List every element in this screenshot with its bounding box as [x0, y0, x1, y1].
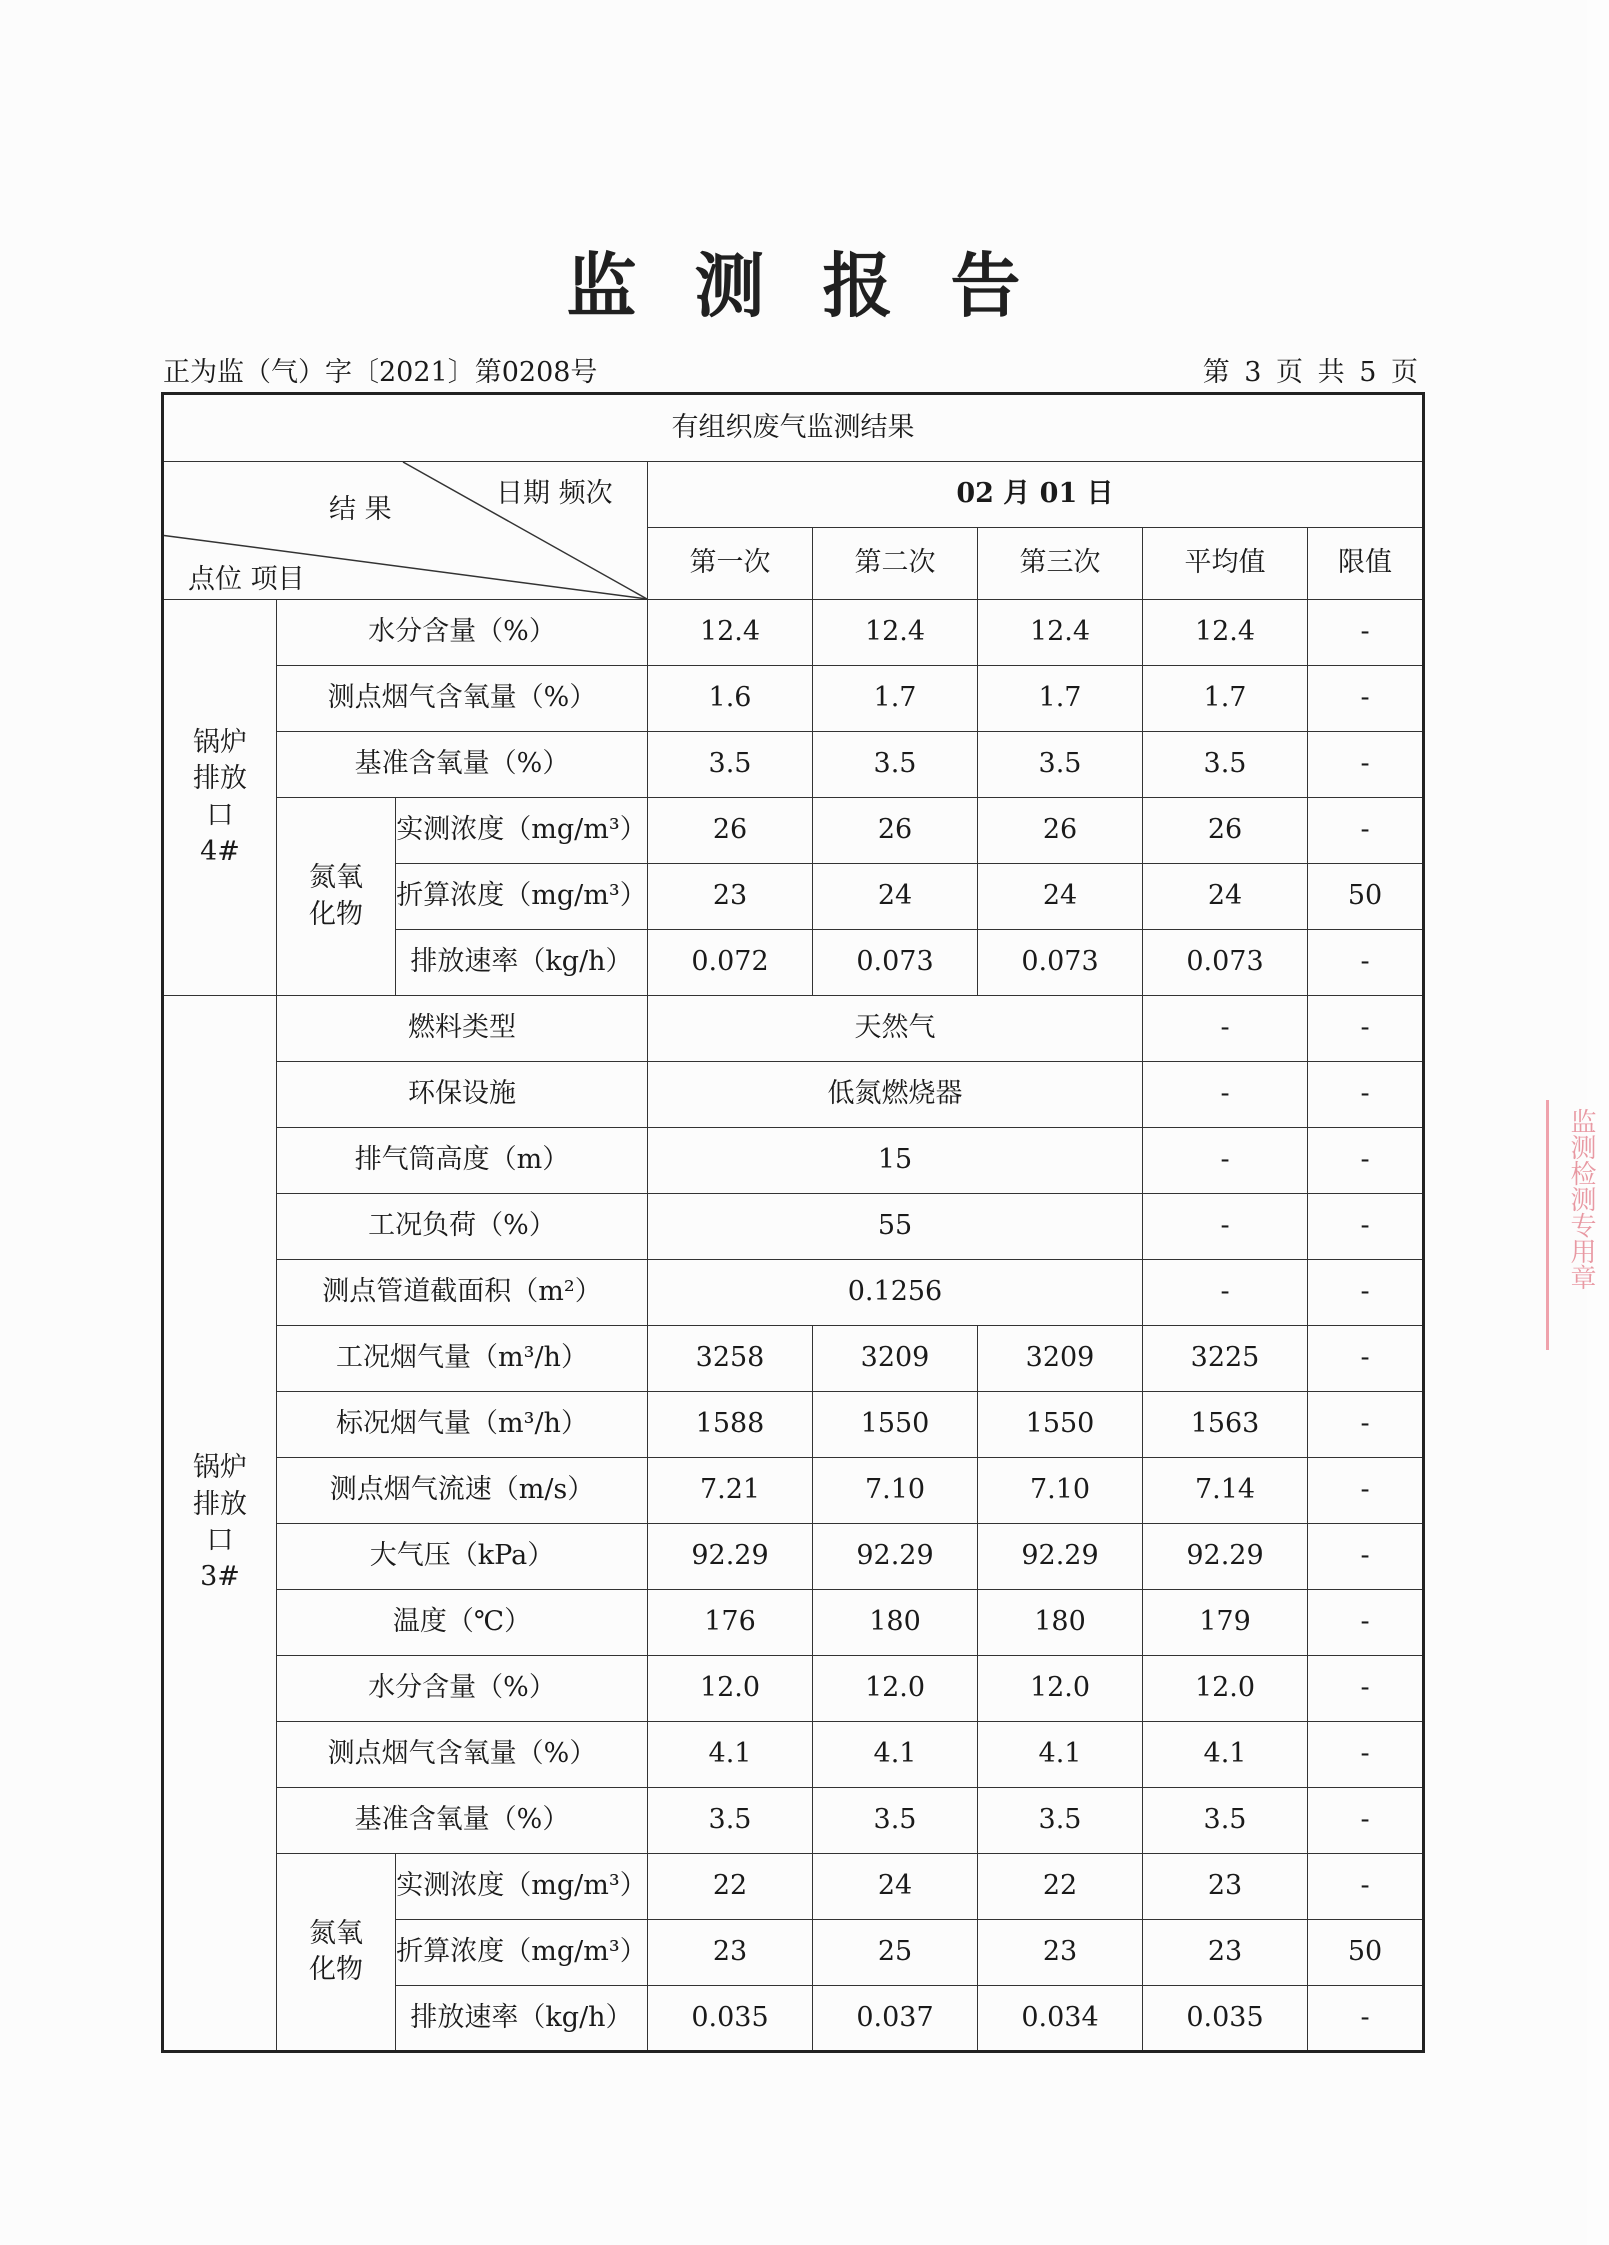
table-row [163, 1722, 1424, 1788]
cell: 22 [978, 1854, 1143, 1920]
cell: 23 [648, 864, 813, 930]
row-label: 水分含量（%） [277, 600, 648, 666]
cell: - [1308, 666, 1424, 732]
table-row [163, 1260, 1424, 1326]
table-row [163, 1458, 1424, 1524]
cell: 1550 [813, 1392, 978, 1458]
row-label: 测点管道截面积（m²） [277, 1260, 648, 1326]
table-row [163, 996, 1424, 1062]
corner-result-label: 结 果 [329, 494, 392, 525]
cell: 12.0 [648, 1656, 813, 1722]
cell: 3.5 [648, 732, 813, 798]
cell: 1588 [648, 1392, 813, 1458]
row-label: 实测浓度（mg/m³） [396, 1854, 648, 1920]
cell: 3209 [978, 1326, 1143, 1392]
row-label: 温度（℃） [277, 1590, 648, 1656]
cell: 3225 [1143, 1326, 1308, 1392]
table-row [163, 1128, 1424, 1194]
date-header: 02 月 01 日 [648, 462, 1424, 528]
cell: 1.7 [1143, 666, 1308, 732]
cell: 12.0 [813, 1656, 978, 1722]
table-row [163, 1326, 1424, 1392]
cell: 3209 [813, 1326, 978, 1392]
corner-header [163, 462, 648, 600]
results-table [161, 392, 1425, 2053]
cell: 92.29 [1143, 1524, 1308, 1590]
table-row [163, 1062, 1424, 1128]
row-label: 工况负荷（%） [277, 1194, 648, 1260]
cell: 0.073 [813, 930, 978, 996]
row-label: 标况烟气量（m³/h） [277, 1392, 648, 1458]
cell: - [1143, 1194, 1308, 1260]
cell: 25 [813, 1920, 978, 1986]
row-label: 燃料类型 [277, 996, 648, 1062]
cell: - [1308, 1656, 1424, 1722]
cell: - [1308, 732, 1424, 798]
cell: 180 [978, 1590, 1143, 1656]
report-title: 监测报告 [566, 245, 1079, 327]
cell: 92.29 [978, 1524, 1143, 1590]
cell: 24 [1143, 864, 1308, 930]
cell: 7.10 [978, 1458, 1143, 1524]
cell: - [1308, 996, 1424, 1062]
table-row [163, 798, 1424, 864]
seal-stamp [1546, 1100, 1609, 1350]
cell: - [1308, 1986, 1424, 2052]
row-label: 水分含量（%） [277, 1656, 648, 1722]
table-row [163, 1194, 1424, 1260]
cell: 4.1 [978, 1722, 1143, 1788]
table-row [163, 600, 1424, 666]
corner-site-label: 点位 项目 [188, 564, 305, 595]
cell: 3.5 [1143, 1788, 1308, 1854]
row-label: 测点烟气含氧量（%） [277, 666, 648, 732]
cell: 92.29 [648, 1524, 813, 1590]
cell: 4.1 [648, 1722, 813, 1788]
cell: 3.5 [1143, 732, 1308, 798]
cell: - [1308, 1590, 1424, 1656]
cell: 1550 [978, 1392, 1143, 1458]
cell: - [1308, 930, 1424, 996]
cell: - [1308, 1260, 1424, 1326]
merged-cell: 低氮燃烧器 [648, 1062, 1143, 1128]
row-label: 环保设施 [277, 1062, 648, 1128]
cell: 0.073 [978, 930, 1143, 996]
cell: 0.035 [648, 1986, 813, 2052]
cell: 0.073 [1143, 930, 1308, 996]
cell: 12.4 [1143, 600, 1308, 666]
nox-group-label: 氮氧化物 [277, 798, 396, 996]
cell: 26 [813, 798, 978, 864]
table-row [163, 1854, 1424, 1920]
cell: 0.035 [1143, 1986, 1308, 2052]
cell: 3.5 [978, 732, 1143, 798]
cell: 4.1 [1143, 1722, 1308, 1788]
cell: 3.5 [978, 1788, 1143, 1854]
cell: 3258 [648, 1326, 813, 1392]
col-third: 第三次 [978, 528, 1143, 600]
cell: 1.7 [813, 666, 978, 732]
col-second: 第二次 [813, 528, 978, 600]
row-label: 实测浓度（mg/m³） [396, 798, 648, 864]
table-row [163, 1392, 1424, 1458]
row-label: 大气压（kPa） [277, 1524, 648, 1590]
row-label: 工况烟气量（m³/h） [277, 1326, 648, 1392]
cell: 7.21 [648, 1458, 813, 1524]
row-label: 折算浓度（mg/m³） [396, 864, 648, 930]
cell: 176 [648, 1590, 813, 1656]
cell: - [1308, 1524, 1424, 1590]
row-label: 排气筒高度（m） [277, 1128, 648, 1194]
corner-date-label: 日期 频次 [496, 478, 613, 509]
col-first: 第一次 [648, 528, 813, 600]
site-4-name: 锅炉排放口4# [163, 600, 277, 996]
cell: 26 [978, 798, 1143, 864]
row-label: 排放速率（kg/h） [396, 1986, 648, 2052]
row-label: 基准含氧量（%） [277, 1788, 648, 1854]
cell: 3.5 [813, 1788, 978, 1854]
cell: - [1308, 1722, 1424, 1788]
cell: 50 [1308, 864, 1424, 930]
cell: 0.037 [813, 1986, 978, 2052]
cell: 12.0 [1143, 1656, 1308, 1722]
merged-cell: 55 [648, 1194, 1143, 1260]
cell: 26 [648, 798, 813, 864]
cell: 12.4 [813, 600, 978, 666]
cell: - [1143, 996, 1308, 1062]
cell: 0.034 [978, 1986, 1143, 2052]
header-row-1 [163, 462, 1424, 528]
cell: - [1308, 1062, 1424, 1128]
cell: - [1143, 1062, 1308, 1128]
cell: 24 [813, 1854, 978, 1920]
cell: 50 [1308, 1920, 1424, 1986]
cell: 7.10 [813, 1458, 978, 1524]
cell: 3.5 [813, 732, 978, 798]
cell: - [1308, 600, 1424, 666]
table-row [163, 1788, 1424, 1854]
cell: 7.14 [1143, 1458, 1308, 1524]
cell: 12.4 [648, 600, 813, 666]
col-limit: 限值 [1308, 528, 1424, 600]
cell: - [1143, 1260, 1308, 1326]
cell: 23 [978, 1920, 1143, 1986]
cell: 3.5 [648, 1788, 813, 1854]
col-average: 平均值 [1143, 528, 1308, 600]
cell: - [1308, 1194, 1424, 1260]
cell: 92.29 [813, 1524, 978, 1590]
table-row [163, 666, 1424, 732]
row-label: 折算浓度（mg/m³） [396, 1920, 648, 1986]
merged-cell: 15 [648, 1128, 1143, 1194]
document-number: 正为监（气）字〔2021〕第0208号 [163, 357, 598, 388]
cell: 1563 [1143, 1392, 1308, 1458]
cell: 1.6 [648, 666, 813, 732]
cell: 22 [648, 1854, 813, 1920]
row-label: 排放速率（kg/h） [396, 930, 648, 996]
table-row [163, 1524, 1424, 1590]
cell: 24 [813, 864, 978, 930]
cell: 0.072 [648, 930, 813, 996]
nox-group-label: 氮氧化物 [277, 1854, 396, 2052]
cell: 24 [978, 864, 1143, 930]
cell: - [1143, 1128, 1308, 1194]
table-row [163, 732, 1424, 798]
cell: - [1308, 1128, 1424, 1194]
cell: - [1308, 1326, 1424, 1392]
cell: - [1308, 1788, 1424, 1854]
cell: - [1308, 798, 1424, 864]
row-label: 测点烟气含氧量（%） [277, 1722, 648, 1788]
cell: 23 [648, 1920, 813, 1986]
row-label: 基准含氧量（%） [277, 732, 648, 798]
site-3-name: 锅炉排放口3# [163, 996, 277, 2052]
page-indicator: 第 3 页 共 5 页 [1202, 357, 1421, 388]
table-row [163, 1656, 1424, 1722]
cell: 179 [1143, 1590, 1308, 1656]
cell: 180 [813, 1590, 978, 1656]
cell: - [1308, 1392, 1424, 1458]
cell: 23 [1143, 1920, 1308, 1986]
cell: 12.0 [978, 1656, 1143, 1722]
table-caption: 有组织废气监测结果 [163, 394, 1424, 462]
cell: 23 [1143, 1854, 1308, 1920]
row-label: 测点烟气流速（m/s） [277, 1458, 648, 1524]
cell: 4.1 [813, 1722, 978, 1788]
merged-cell: 0.1256 [648, 1260, 1143, 1326]
cell: 26 [1143, 798, 1308, 864]
merged-cell: 天然气 [648, 996, 1143, 1062]
cell: 1.7 [978, 666, 1143, 732]
cell: - [1308, 1458, 1424, 1524]
caption-row [163, 394, 1424, 462]
table-row [163, 1590, 1424, 1656]
cell: 12.4 [978, 600, 1143, 666]
cell: - [1308, 1854, 1424, 1920]
seal-text: 监测检测专用章 [1566, 1108, 1596, 1290]
